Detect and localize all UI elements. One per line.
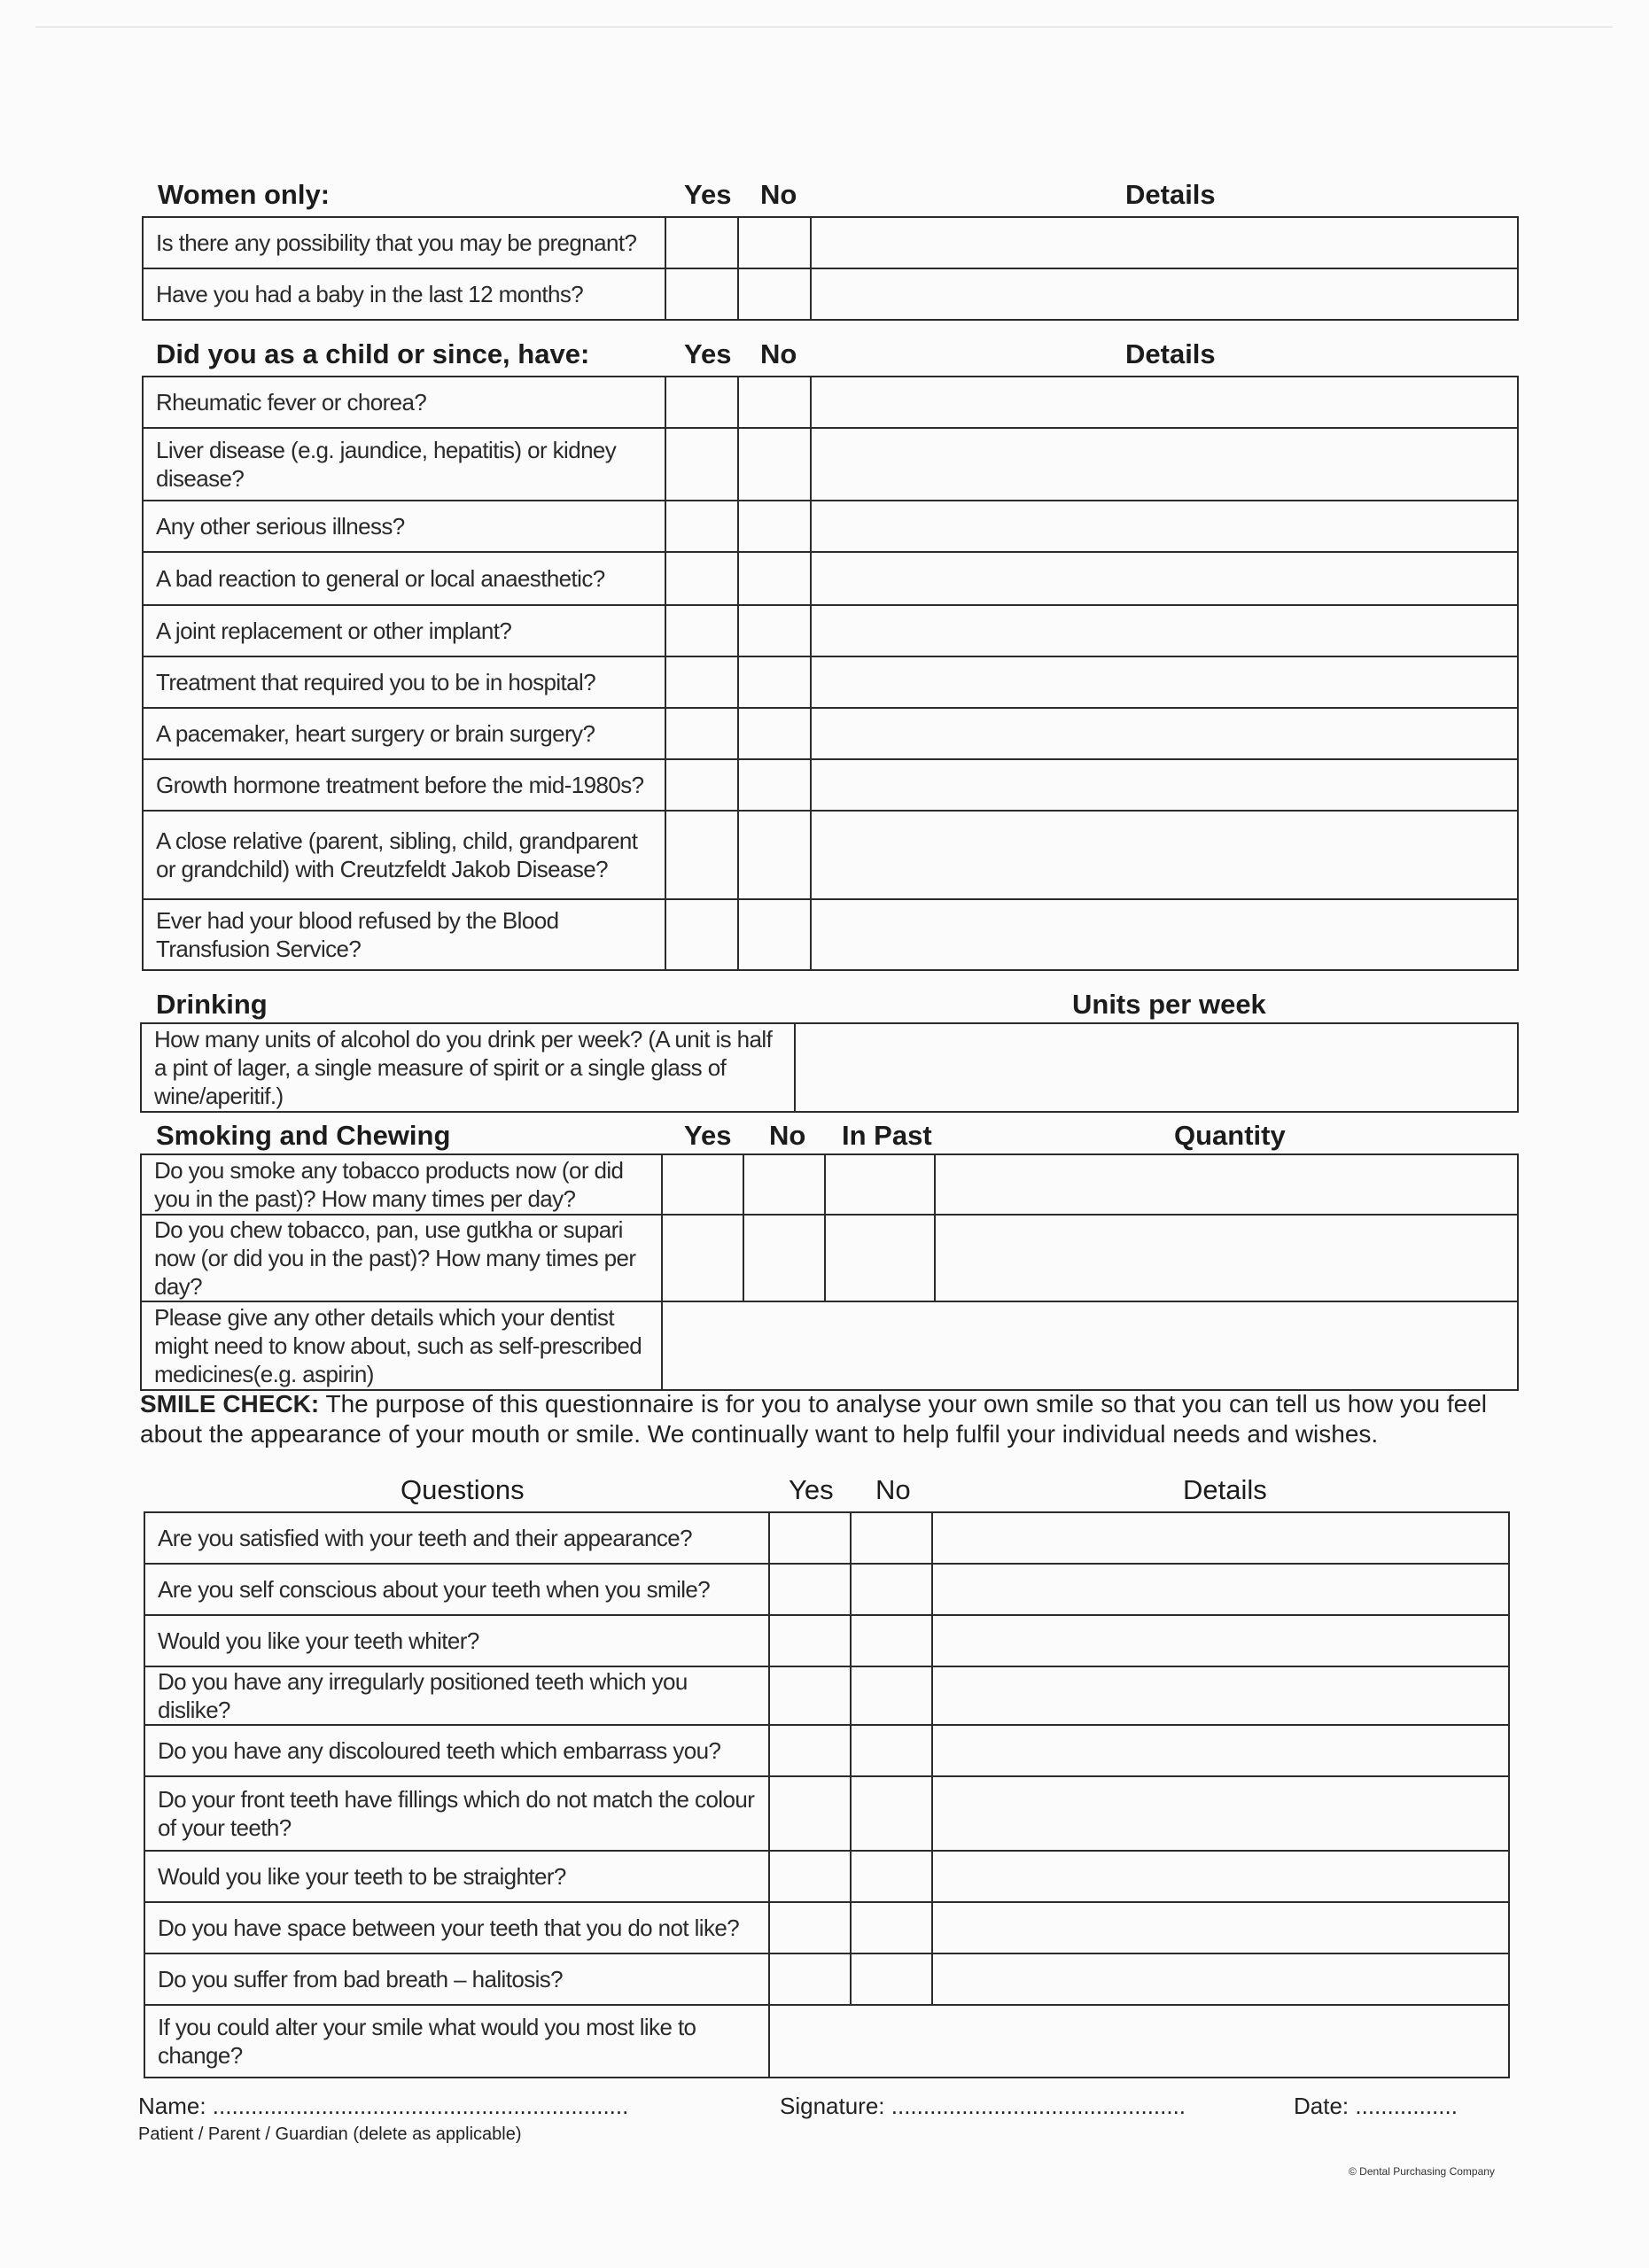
table-row [143, 811, 1518, 899]
smoking-yes-header: Yes [684, 1120, 732, 1151]
yes-checkbox[interactable] [665, 217, 738, 268]
details-field[interactable] [932, 1851, 1509, 1902]
table-row [143, 708, 1518, 759]
question-text: A close relative (parent, sibling, child, grandparent or grandchild) with Creutzfeldt Jakob Disease? [143, 811, 665, 899]
smile-questions-header: Questions [401, 1474, 525, 1505]
smoking-quantity-header: Quantity [1174, 1120, 1286, 1151]
question-text: Any other serious illness? [143, 501, 665, 552]
yes-checkbox[interactable] [769, 1512, 851, 1564]
no-checkbox[interactable] [738, 605, 811, 656]
child-table [142, 376, 1519, 971]
details-field[interactable] [811, 759, 1518, 811]
details-field[interactable] [932, 1725, 1509, 1776]
smile-no-header: No [875, 1474, 911, 1505]
no-checkbox[interactable] [738, 656, 811, 708]
question-text: Do you smoke any tobacco products now (or did you in the past)? How many times per day? [141, 1154, 662, 1215]
no-checkbox[interactable] [738, 217, 811, 268]
copyright-notice: © Dental Purchasing Company [1349, 2165, 1495, 2178]
yes-checkbox[interactable] [665, 377, 738, 428]
smile-table [144, 1511, 1510, 2078]
table-row [144, 1776, 1509, 1851]
question-text: Rheumatic fever or chorea? [143, 377, 665, 428]
details-field[interactable] [932, 1902, 1509, 1953]
question-text: Are you self conscious about your teeth when you smile? [144, 1564, 769, 1615]
yes-checkbox[interactable] [769, 1953, 851, 2005]
question-text: Treatment that required you to be in hospital? [143, 656, 665, 708]
name-field[interactable]: Name: ................................................................. [138, 2093, 629, 2119]
yes-checkbox[interactable] [665, 552, 738, 605]
yes-checkbox[interactable] [769, 1615, 851, 1666]
table-row [141, 1023, 1518, 1112]
yes-checkbox[interactable] [769, 1666, 851, 1725]
no-checkbox[interactable] [738, 268, 811, 320]
question-text: Do you have any discoloured teeth which embarrass you? [144, 1725, 769, 1776]
table-row [143, 428, 1518, 501]
yes-checkbox[interactable] [769, 1902, 851, 1953]
no-checkbox[interactable] [738, 811, 811, 899]
details-field[interactable] [811, 811, 1518, 899]
yes-checkbox[interactable] [665, 268, 738, 320]
no-checkbox[interactable] [851, 1851, 932, 1902]
details-field[interactable] [932, 1615, 1509, 1666]
in-past-checkbox[interactable] [825, 1154, 935, 1215]
table-row [143, 268, 1518, 320]
table-row [144, 2005, 1509, 2078]
yes-checkbox[interactable] [665, 605, 738, 656]
yes-checkbox[interactable] [665, 656, 738, 708]
quantity-field[interactable] [935, 1215, 1518, 1301]
women-table [142, 216, 1519, 321]
yes-checkbox[interactable] [662, 1154, 743, 1215]
no-checkbox[interactable] [738, 377, 811, 428]
drinking-section-title: Drinking [156, 989, 268, 1020]
yes-checkbox[interactable] [769, 1564, 851, 1615]
women-yes-header: Yes [684, 179, 732, 210]
in-past-checkbox[interactable] [825, 1215, 935, 1301]
question-text: Growth hormone treatment before the mid-1980s? [143, 759, 665, 811]
table-row [143, 377, 1518, 428]
table-row [144, 1615, 1509, 1666]
table-row [143, 656, 1518, 708]
no-checkbox[interactable] [851, 1725, 932, 1776]
smile-check-label: SMILE CHECK: [140, 1390, 320, 1418]
table-row [141, 1301, 1518, 1390]
details-field[interactable] [932, 1953, 1509, 2005]
date-field[interactable]: Date: ................ [1294, 2093, 1458, 2119]
table-row [143, 217, 1518, 268]
smile-yes-header: Yes [789, 1474, 834, 1505]
details-field[interactable] [811, 428, 1518, 501]
question-text: Ever had your blood refused by the Blood Transfusion Service? [143, 899, 665, 970]
yes-checkbox[interactable] [769, 1776, 851, 1851]
table-row [144, 1902, 1509, 1953]
table-row [143, 501, 1518, 552]
no-checkbox[interactable] [738, 428, 811, 501]
details-field[interactable] [811, 552, 1518, 605]
table-row [143, 552, 1518, 605]
no-checkbox[interactable] [738, 708, 811, 759]
women-no-header: No [760, 179, 797, 210]
table-row [144, 1512, 1509, 1564]
question-text: Do you suffer from bad breath – halitosis? [144, 1953, 769, 2005]
child-no-header: No [760, 338, 797, 369]
patient-guardian-note: Patient / Parent / Guardian (delete as applicable) [138, 2124, 522, 2144]
units-field[interactable] [795, 1023, 1518, 1112]
table-row [143, 899, 1518, 970]
details-field[interactable] [811, 899, 1518, 970]
no-checkbox[interactable] [851, 1512, 932, 1564]
details-field[interactable] [932, 1666, 1509, 1725]
smile-details-header: Details [1183, 1474, 1267, 1505]
no-checkbox[interactable] [851, 1615, 932, 1666]
smoking-table [140, 1153, 1519, 1391]
details-field[interactable] [932, 1512, 1509, 1564]
women-details-header: Details [1125, 179, 1216, 210]
table-row [144, 1666, 1509, 1725]
no-checkbox[interactable] [743, 1154, 825, 1215]
women-section-title: Women only: [158, 179, 331, 210]
question-text: A bad reaction to general or local anaesthetic? [143, 552, 665, 605]
details-field[interactable] [811, 217, 1518, 268]
quantity-field[interactable] [935, 1154, 1518, 1215]
smoking-past-header: In Past [842, 1120, 932, 1151]
question-text: Please give any other details which your dentist might need to know about, such as self-prescribed medicines(e.g. aspirin) [141, 1301, 662, 1390]
details-field[interactable] [811, 377, 1518, 428]
details-field[interactable] [932, 1564, 1509, 1615]
no-checkbox[interactable] [738, 759, 811, 811]
yes-checkbox[interactable] [665, 501, 738, 552]
child-yes-header: Yes [684, 338, 732, 369]
no-checkbox[interactable] [851, 1776, 932, 1851]
signature-field[interactable]: Signature: .............................................. [780, 2093, 1186, 2119]
question-text: Liver disease (e.g. jaundice, hepatitis) or kidney disease? [143, 428, 665, 501]
details-field[interactable] [811, 605, 1518, 656]
no-checkbox[interactable] [738, 899, 811, 970]
question-text: Do your front teeth have fillings which do not match the colour of your teeth? [144, 1776, 769, 1851]
no-checkbox[interactable] [738, 501, 811, 552]
table-row [143, 759, 1518, 811]
yes-checkbox[interactable] [665, 811, 738, 899]
yes-checkbox[interactable] [665, 708, 738, 759]
no-checkbox[interactable] [851, 1666, 932, 1725]
table-row [143, 605, 1518, 656]
details-field[interactable] [769, 2005, 1509, 2078]
units-per-week-header: Units per week [1072, 989, 1266, 1020]
question-text: A pacemaker, heart surgery or brain surgery? [143, 708, 665, 759]
details-field[interactable] [811, 708, 1518, 759]
question-text: A joint replacement or other implant? [143, 605, 665, 656]
other-details-field[interactable] [662, 1301, 1518, 1390]
yes-checkbox[interactable] [662, 1215, 743, 1301]
question-text: Have you had a baby in the last 12 months? [143, 268, 665, 320]
question-text: Are you satisfied with your teeth and their appearance? [144, 1512, 769, 1564]
details-field[interactable] [811, 656, 1518, 708]
table-row [141, 1154, 1518, 1215]
smile-check-text: The purpose of this questionnaire is for you to analyse your own smile so that you can tell us how you feel about the appearance of your mouth or smile. We continually want to help fulfil your individual needs and wishes. [140, 1390, 1488, 1448]
table-row [144, 1564, 1509, 1615]
question-text: Do you have any irregularly positioned teeth which you dislike? [144, 1666, 769, 1725]
table-row [141, 1215, 1518, 1301]
no-checkbox[interactable] [851, 1953, 932, 2005]
no-checkbox[interactable] [743, 1215, 825, 1301]
question-text: Do you have space between your teeth that you do not like? [144, 1902, 769, 1953]
question-text: Is there any possibility that you may be pregnant? [143, 217, 665, 268]
question-text: If you could alter your smile what would you most like to change? [144, 2005, 769, 2078]
table-row [144, 1725, 1509, 1776]
drinking-table [140, 1022, 1519, 1113]
child-section-title: Did you as a child or since, have: [156, 338, 590, 369]
yes-checkbox[interactable] [769, 1725, 851, 1776]
question-text: How many units of alcohol do you drink per week? (A unit is half a pint of lager, a single measure of spirit or a single glass of wine/aperitif.) [141, 1023, 795, 1112]
yes-checkbox[interactable] [665, 428, 738, 501]
no-checkbox[interactable] [851, 1564, 932, 1615]
no-checkbox[interactable] [738, 552, 811, 605]
child-details-header: Details [1125, 338, 1216, 369]
table-row [144, 1851, 1509, 1902]
smoking-no-header: No [769, 1120, 806, 1151]
smile-check-intro [140, 1389, 1512, 1449]
table-row [144, 1953, 1509, 2005]
details-field[interactable] [932, 1776, 1509, 1851]
yes-checkbox[interactable] [769, 1851, 851, 1902]
yes-checkbox[interactable] [665, 759, 738, 811]
question-text: Would you like your teeth to be straighter? [144, 1851, 769, 1902]
details-field[interactable] [811, 268, 1518, 320]
question-text: Would you like your teeth whiter? [144, 1615, 769, 1666]
smoking-section-title: Smoking and Chewing [156, 1120, 451, 1151]
no-checkbox[interactable] [851, 1902, 932, 1953]
details-field[interactable] [811, 501, 1518, 552]
question-text: Do you chew tobacco, pan, use gutkha or supari now (or did you in the past)? How many times per day? [141, 1215, 662, 1301]
yes-checkbox[interactable] [665, 899, 738, 970]
